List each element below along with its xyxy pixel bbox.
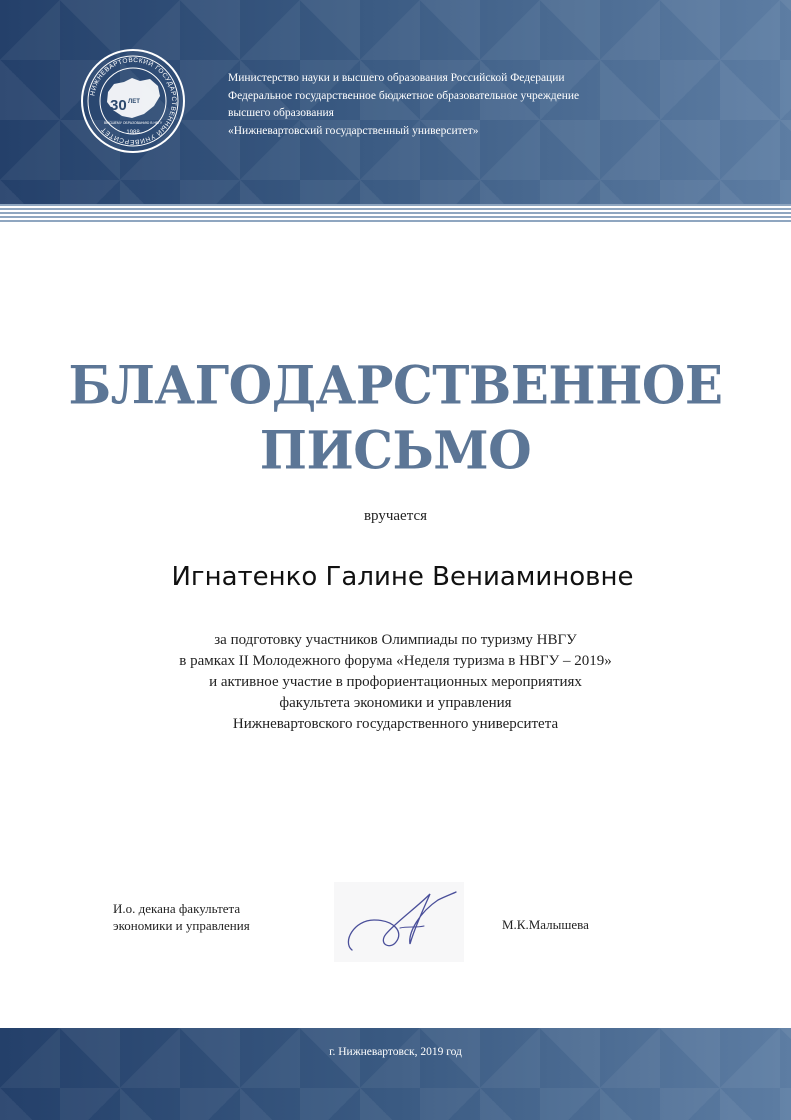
org-line: Министерство науки и высшего образования Российской Федерации <box>228 72 565 84</box>
reason-line: за подготовку участников Олимпиады по туризму НВГУ <box>214 632 577 648</box>
header-stripes <box>0 204 791 222</box>
reason-text <box>0 630 791 735</box>
university-seal-icon <box>80 48 186 154</box>
recipient-name: Игнатенко Галине Вениаминовне <box>171 562 634 592</box>
signatory-title-line: экономики и управления <box>113 918 250 933</box>
org-line: Федеральное государственное бюджетное образовательное учреждение <box>228 89 580 102</box>
reason-line: факультета экономики и управления <box>279 695 512 711</box>
presented-label: вручается <box>363 508 428 524</box>
reason-line: Нижневартовского государственного университета <box>232 716 559 732</box>
document-title <box>0 353 791 483</box>
reason-line: в рамках II Молодежного форума «Неделя туризма в НВГУ – 2019» <box>179 653 612 669</box>
seal-years: 30 <box>110 97 127 114</box>
signatory-title <box>113 900 250 934</box>
title-line-1: БЛАГОДАРСТВЕННОЕ <box>68 353 723 416</box>
seal-ring-text: НИЖНЕВАРТОВСКИЙ ГОСУДАРСТВЕННЫЙ УНИВЕРСИТЕТ <box>89 56 178 146</box>
footer-place-date: г. Нижневартовск, 2019 год <box>329 1046 462 1058</box>
org-line: высшего образования <box>228 107 334 119</box>
title-line-2: ПИСЬМО <box>259 419 532 481</box>
signatory-name: М.К.Малышева <box>502 917 589 932</box>
org-line: «Нижневартовский государственный университет» <box>228 124 479 137</box>
organization-block <box>228 70 648 140</box>
footer-band <box>0 1028 791 1120</box>
signatory-title-line: И.о. декана факультета <box>113 901 241 916</box>
seal-subtitle: ВЫСШЕМУ ОБРАЗОВАНИЮ В НВГУ <box>103 121 163 125</box>
handwritten-signature <box>334 882 464 962</box>
reason-line: и активное участие в профориентационных мероприятиях <box>209 674 582 690</box>
seal-years-word: ЛЕТ <box>128 99 140 105</box>
seal-year: 1988 <box>126 130 140 136</box>
